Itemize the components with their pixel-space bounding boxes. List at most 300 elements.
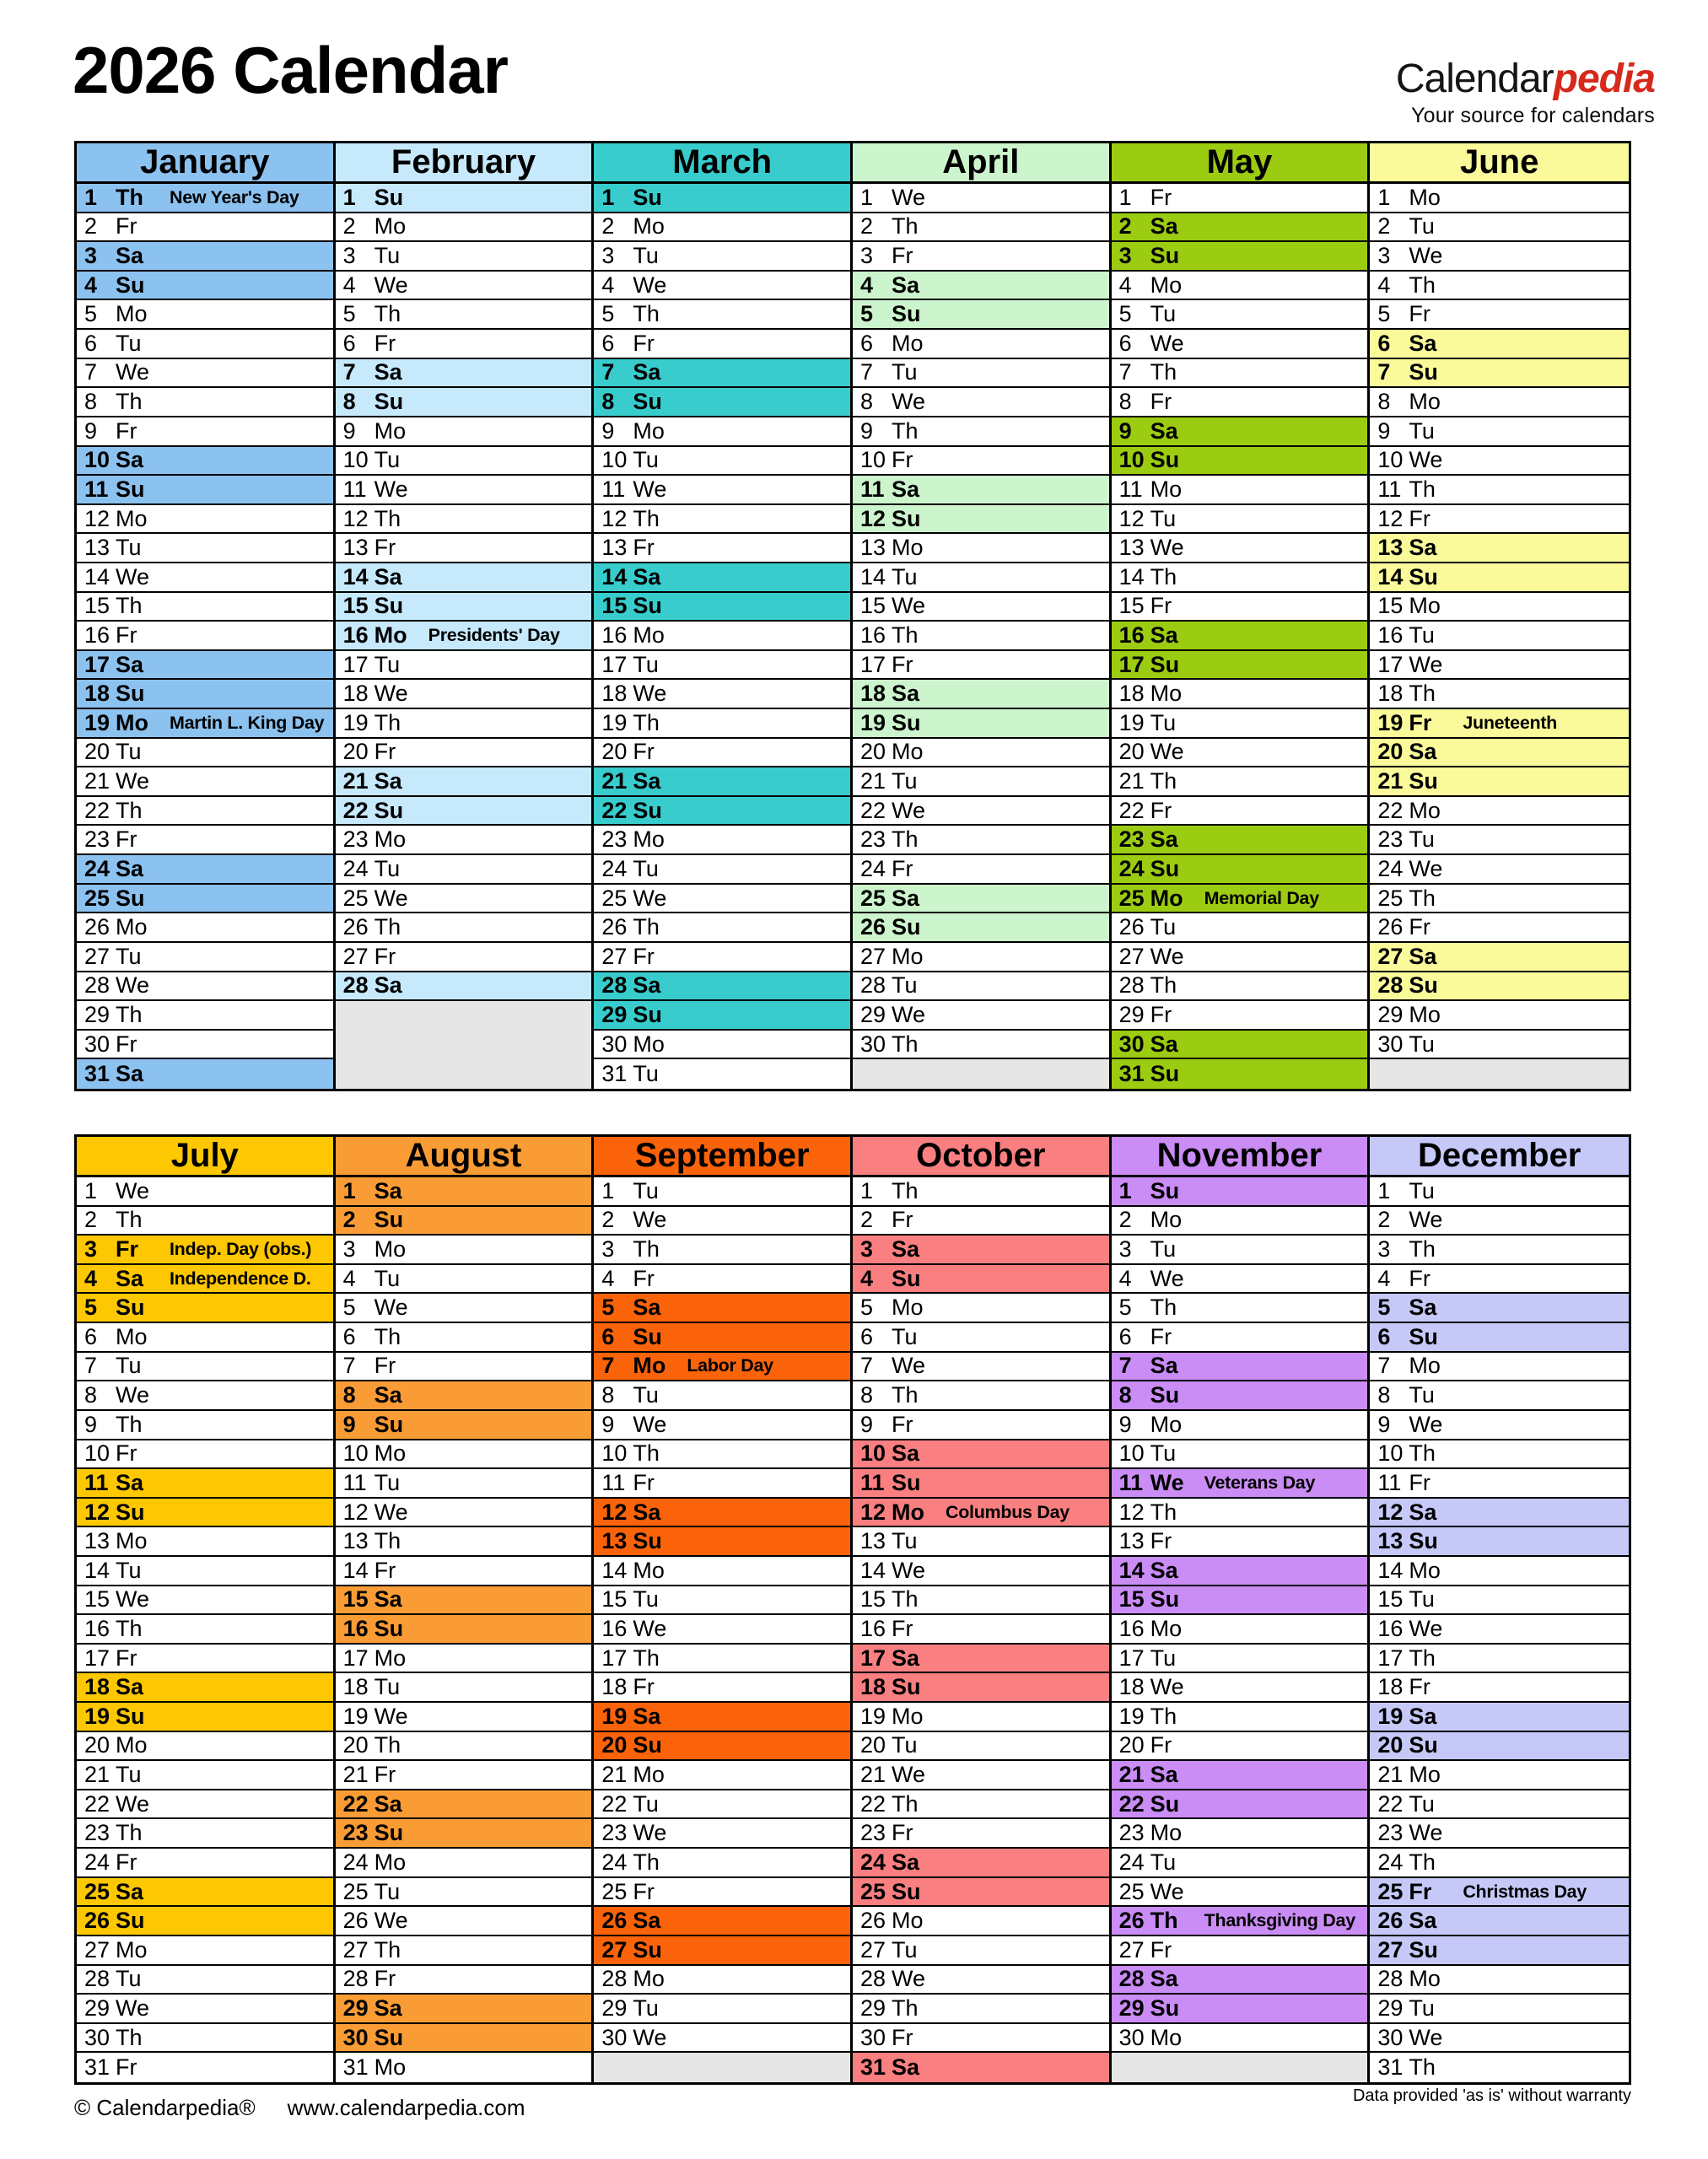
weekday-abbrev: Tu	[1409, 213, 1435, 240]
day-number: 3	[1118, 1236, 1132, 1263]
day-october-31	[853, 2053, 1109, 2082]
day-number: 25	[601, 885, 628, 911]
day-november-16	[1112, 1615, 1368, 1645]
day-april-2	[853, 213, 1109, 243]
day-november-3	[1112, 1236, 1368, 1265]
day-number: 11	[1118, 476, 1143, 502]
day-number: 20	[342, 1732, 369, 1758]
weekday-abbrev: Su	[633, 593, 662, 619]
day-september-30	[594, 2024, 850, 2054]
weekday-abbrev: Th	[116, 184, 143, 210]
days-grid-february	[336, 184, 592, 1089]
day-august-1	[336, 1177, 592, 1207]
day-number: 26	[1377, 914, 1404, 940]
day-july-12	[77, 1499, 333, 1528]
weekday-abbrev: Fr	[633, 1469, 655, 1495]
day-november-6	[1112, 1323, 1368, 1353]
weekday-abbrev: Su	[116, 1499, 145, 1525]
day-june-10	[1370, 447, 1629, 476]
day-august-8	[336, 1381, 592, 1411]
weekday-abbrev: Fr	[1409, 1674, 1431, 1700]
weekday-abbrev: Tu	[633, 447, 659, 473]
day-february-4	[336, 272, 592, 301]
weekday-abbrev: Fr	[633, 943, 655, 969]
weekday-abbrev: Sa	[891, 272, 920, 298]
day-number: 14	[601, 1557, 628, 1583]
day-april-30	[853, 1031, 1109, 1060]
day-june-30	[1370, 1031, 1629, 1060]
day-number: 4	[342, 1265, 356, 1291]
weekday-abbrev: Tu	[374, 1674, 401, 1700]
day-april-9	[853, 417, 1109, 447]
weekday-abbrev: Fr	[116, 1849, 137, 1875]
day-july-20	[77, 1732, 333, 1762]
day-june-18	[1370, 680, 1629, 709]
day-number: 17	[84, 651, 110, 677]
weekday-abbrev: Th	[1409, 272, 1436, 298]
weekday-abbrev: We	[1150, 1878, 1184, 1904]
day-november-1	[1112, 1177, 1368, 1207]
day-august-13	[336, 1527, 592, 1557]
day-june-19	[1370, 709, 1629, 739]
month-header-november: November	[1112, 1137, 1368, 1177]
weekday-abbrev: Mo	[891, 1499, 924, 1525]
day-number: 11	[859, 1469, 885, 1495]
weekday-abbrev: Su	[891, 1469, 921, 1495]
day-september-26	[594, 1907, 850, 1936]
weekday-abbrev: Th	[374, 1732, 401, 1758]
day-april-29	[853, 1001, 1109, 1031]
day-number: 6	[342, 330, 356, 356]
day-number: 29	[859, 1995, 886, 2021]
day-april-28	[853, 972, 1109, 1002]
holiday-label: Martin L. King Day	[170, 712, 325, 733]
day-september-11	[594, 1469, 850, 1499]
weekday-abbrev: Sa	[1409, 943, 1437, 969]
day-number: 18	[1118, 681, 1145, 707]
day-number: 22	[859, 797, 886, 823]
day-september-1	[594, 1177, 850, 1207]
day-march-17	[594, 651, 850, 681]
day-july-29	[77, 1995, 333, 2024]
day-number: 21	[1377, 1762, 1404, 1788]
day-november-22	[1112, 1790, 1368, 1820]
day-march-31	[594, 1059, 850, 1089]
weekday-abbrev: Mo	[1150, 1207, 1183, 1233]
day-number: 4	[84, 272, 98, 298]
day-august-4	[336, 1265, 592, 1295]
day-december-31	[1370, 2053, 1629, 2082]
day-number: 9	[859, 417, 874, 444]
day-number: 21	[342, 1762, 369, 1788]
day-february-24	[336, 855, 592, 885]
day-may-1	[1112, 184, 1368, 213]
weekday-abbrev: Sa	[374, 1382, 402, 1408]
website-link[interactable]: www.calendarpedia.com	[287, 2095, 525, 2120]
day-number: 19	[601, 709, 628, 735]
weekday-abbrev: Sa	[374, 972, 402, 999]
weekday-abbrev: Th	[633, 709, 660, 735]
day-number: 17	[1377, 651, 1404, 677]
weekday-abbrev: Su	[1150, 1586, 1180, 1613]
day-number: 22	[84, 1790, 110, 1817]
weekday-abbrev: Th	[1409, 1849, 1436, 1875]
weekday-abbrev: Sa	[633, 768, 661, 794]
day-october-26	[853, 1907, 1109, 1936]
day-number: 19	[1377, 709, 1404, 735]
day-august-5	[336, 1294, 592, 1323]
day-may-3	[1112, 242, 1368, 272]
day-number: 4	[859, 1265, 874, 1291]
weekday-abbrev: We	[1409, 243, 1443, 269]
day-number: 31	[84, 1061, 110, 1087]
weekday-abbrev: Mo	[1150, 1411, 1183, 1437]
weekday-abbrev: Fr	[891, 243, 913, 269]
weekday-abbrev: Mo	[374, 1236, 407, 1263]
day-november-20	[1112, 1732, 1368, 1762]
day-february-11	[336, 476, 592, 505]
day-may-26	[1112, 913, 1368, 943]
weekday-abbrev: Fr	[633, 1265, 655, 1291]
day-number: 9	[1118, 417, 1132, 444]
day-november-18	[1112, 1673, 1368, 1703]
weekday-abbrev: We	[1150, 535, 1184, 561]
weekday-abbrev: Fr	[891, 1820, 913, 1846]
day-number: 7	[859, 359, 874, 385]
day-june-26	[1370, 913, 1629, 943]
day-march-5	[594, 300, 850, 330]
month-column-may	[1112, 143, 1371, 1089]
day-november-30	[1112, 2024, 1368, 2054]
weekday-abbrev: Th	[374, 1936, 401, 1962]
weekday-abbrev: Su	[1150, 855, 1180, 881]
day-november-26	[1112, 1907, 1368, 1936]
day-september-25	[594, 1878, 850, 1908]
day-april-10	[853, 447, 1109, 476]
day-number: 9	[84, 1411, 98, 1437]
weekday-abbrev: Th	[116, 1207, 143, 1233]
day-number: 17	[342, 651, 369, 677]
day-number: 21	[859, 1762, 886, 1788]
day-january-18	[77, 680, 333, 709]
day-number: 12	[1377, 1499, 1404, 1525]
weekday-abbrev: Mo	[1150, 2024, 1183, 2050]
day-number: 23	[601, 826, 628, 853]
day-march-3	[594, 242, 850, 272]
weekday-abbrev: Sa	[891, 681, 920, 707]
weekday-abbrev: Tu	[116, 943, 142, 969]
weekday-abbrev: We	[116, 972, 150, 999]
day-number: 8	[859, 389, 874, 415]
weekday-abbrev: Su	[891, 1265, 921, 1291]
weekday-abbrev: We	[633, 1615, 667, 1641]
weekday-abbrev: Mo	[1150, 1820, 1183, 1846]
weekday-abbrev: Sa	[116, 1878, 144, 1904]
weekday-abbrev: Th	[1150, 1295, 1177, 1321]
weekday-abbrev: We	[374, 885, 408, 911]
day-number: 15	[1377, 1586, 1404, 1613]
day-september-15	[594, 1586, 850, 1616]
day-number: 10	[1377, 1440, 1404, 1467]
logo-text-calendar: Calendar	[1395, 57, 1554, 101]
weekday-abbrev: Th	[116, 1615, 143, 1641]
weekday-abbrev: Su	[1409, 972, 1438, 999]
weekday-abbrev: We	[633, 476, 667, 502]
weekday-abbrev: Su	[374, 1820, 404, 1846]
day-july-8	[77, 1381, 333, 1411]
day-october-7	[853, 1353, 1109, 1382]
weekday-abbrev: We	[374, 1295, 408, 1321]
day-number: 14	[859, 563, 886, 590]
day-september-8	[594, 1381, 850, 1411]
weekday-abbrev: Su	[374, 389, 404, 415]
weekday-abbrev: Sa	[891, 2054, 920, 2081]
day-may-17	[1112, 651, 1368, 681]
day-april-26	[853, 913, 1109, 943]
day-september-12	[594, 1499, 850, 1528]
weekday-abbrev: Fr	[891, 1411, 913, 1437]
day-number: 17	[342, 1645, 369, 1671]
day-number: 5	[1377, 1295, 1391, 1321]
day-march-21	[594, 767, 850, 797]
day-january-26	[77, 913, 333, 943]
weekday-abbrev: We	[116, 563, 150, 590]
day-number: 26	[859, 914, 886, 940]
day-december-13	[1370, 1527, 1629, 1557]
weekday-abbrev: Fr	[1150, 1001, 1172, 1027]
day-number: 5	[342, 301, 356, 327]
day-number: 18	[84, 1674, 110, 1700]
day-september-29	[594, 1995, 850, 2024]
day-number: 23	[1118, 826, 1145, 853]
weekday-abbrev: Su	[1150, 651, 1180, 677]
weekday-abbrev: Tu	[116, 1353, 142, 1379]
day-number: 20	[1377, 1732, 1404, 1758]
day-number: 10	[1118, 447, 1145, 473]
day-number: 21	[601, 768, 628, 794]
weekday-abbrev: Su	[633, 184, 662, 210]
month-column-september	[594, 1137, 853, 2082]
day-january-16	[77, 622, 333, 651]
day-number: 14	[84, 1557, 110, 1583]
day-june-25	[1370, 885, 1629, 914]
day-november-24	[1112, 1849, 1368, 1878]
day-december-21	[1370, 1761, 1629, 1790]
day-november-23	[1112, 1819, 1368, 1849]
weekday-abbrev: Sa	[1150, 1762, 1178, 1788]
copyright-text: © Calendarpedia®	[74, 2095, 256, 2120]
weekday-abbrev: Tu	[633, 1586, 659, 1613]
day-june-14	[1370, 563, 1629, 593]
day-number: 4	[601, 272, 615, 298]
weekday-abbrev: Sa	[1150, 826, 1178, 853]
day-number: 22	[84, 797, 110, 823]
day-number: 23	[601, 1820, 628, 1846]
day-number: 18	[1377, 681, 1404, 707]
day-november-2	[1112, 1207, 1368, 1236]
weekday-abbrev: Tu	[633, 1382, 659, 1408]
day-number: 13	[84, 1528, 110, 1554]
weekday-abbrev: Mo	[1409, 593, 1441, 619]
day-october-17	[853, 1645, 1109, 1674]
weekday-abbrev: Fr	[891, 1615, 913, 1641]
day-january-1	[77, 184, 333, 213]
day-january-31	[77, 1059, 333, 1089]
day-may-5	[1112, 300, 1368, 330]
day-number: 22	[1118, 797, 1145, 823]
day-october-22	[853, 1790, 1109, 1820]
weekday-abbrev: Sa	[116, 1265, 144, 1291]
day-august-6	[336, 1323, 592, 1353]
weekday-abbrev: Mo	[1409, 1966, 1441, 1992]
weekday-abbrev: Tu	[891, 1528, 918, 1554]
day-number: 2	[601, 213, 615, 240]
day-february-13	[336, 534, 592, 563]
day-number: 30	[859, 1031, 886, 1057]
weekday-abbrev: Su	[891, 709, 921, 735]
weekday-abbrev: Fr	[891, 2024, 913, 2050]
month-column-february	[336, 143, 595, 1089]
day-march-26	[594, 913, 850, 943]
day-january-25	[77, 885, 333, 914]
weekday-abbrev: Th	[1150, 1703, 1177, 1729]
day-november-19	[1112, 1703, 1368, 1732]
weekday-abbrev: Tu	[374, 447, 401, 473]
day-november-13	[1112, 1527, 1368, 1557]
day-june-22	[1370, 797, 1629, 826]
day-december-8	[1370, 1381, 1629, 1411]
day-november-5	[1112, 1294, 1368, 1323]
day-number: 20	[859, 1732, 886, 1758]
day-number: 10	[601, 447, 628, 473]
weekday-abbrev: Th	[891, 1031, 919, 1057]
weekday-abbrev: Sa	[374, 1790, 402, 1817]
weekday-abbrev: Fr	[1150, 797, 1172, 823]
weekday-abbrev: Mo	[891, 330, 924, 356]
day-august-10	[336, 1440, 592, 1470]
day-number: 2	[859, 1207, 874, 1233]
calendarpedia-logo[interactable]	[1396, 59, 1655, 127]
weekday-abbrev: Fr	[633, 330, 655, 356]
day-number: 12	[342, 505, 369, 531]
day-number: 28	[859, 1966, 886, 1992]
day-number: 8	[84, 389, 98, 415]
day-number: 7	[1377, 359, 1391, 385]
day-october-15	[853, 1586, 1109, 1616]
weekday-abbrev: We	[374, 272, 408, 298]
day-number: 24	[1377, 855, 1404, 881]
day-number: 15	[1118, 593, 1145, 619]
weekday-abbrev: Fr	[116, 1031, 137, 1057]
weekday-abbrev: Sa	[374, 768, 402, 794]
day-number: 7	[84, 359, 98, 385]
day-number: 17	[859, 1645, 886, 1671]
day-october-30	[853, 2024, 1109, 2054]
weekday-abbrev: Mo	[633, 417, 665, 444]
day-number: 29	[1118, 1995, 1145, 2021]
day-august-12	[336, 1499, 592, 1528]
weekday-abbrev: Mo	[116, 505, 148, 531]
month-column-august	[336, 1137, 595, 2082]
day-number: 13	[1377, 535, 1404, 561]
day-number: 17	[1118, 1645, 1145, 1671]
day-number: 18	[601, 681, 628, 707]
day-number: 6	[1377, 330, 1391, 356]
weekday-abbrev: Su	[374, 1615, 404, 1641]
day-number: 7	[601, 1353, 615, 1379]
holiday-label: Christmas Day	[1463, 1881, 1587, 1902]
weekday-abbrev: We	[116, 1177, 150, 1203]
weekday-abbrev: Mo	[116, 1732, 148, 1758]
day-march-15	[594, 593, 850, 622]
day-february-28	[336, 972, 592, 1002]
day-number: 21	[84, 1762, 110, 1788]
day-march-19	[594, 709, 850, 739]
weekday-abbrev: Su	[1409, 768, 1438, 794]
day-january-28	[77, 972, 333, 1002]
day-number: 29	[601, 1995, 628, 2021]
day-july-17	[77, 1645, 333, 1674]
day-number: 11	[601, 1469, 626, 1495]
weekday-abbrev: Mo	[116, 914, 148, 940]
day-number: 12	[601, 505, 628, 531]
day-number: 16	[601, 622, 628, 648]
day-january-4	[77, 272, 333, 301]
day-number: 10	[84, 447, 110, 473]
weekday-abbrev: Sa	[1409, 1499, 1437, 1525]
weekday-abbrev: Th	[891, 1995, 919, 2021]
weekday-abbrev: Tu	[891, 972, 918, 999]
day-june-5	[1370, 300, 1629, 330]
weekday-abbrev: Su	[116, 476, 145, 502]
weekday-abbrev: Su	[1409, 1732, 1438, 1758]
weekday-abbrev: Sa	[1409, 1703, 1437, 1729]
day-february-22	[336, 797, 592, 826]
weekday-abbrev: Sa	[633, 972, 661, 999]
weekday-abbrev: Fr	[1150, 184, 1172, 210]
day-number: 24	[601, 855, 628, 881]
day-july-5	[77, 1294, 333, 1323]
day-number: 6	[601, 330, 615, 356]
day-september-19	[594, 1703, 850, 1732]
day-october-16	[853, 1615, 1109, 1645]
day-october-21	[853, 1761, 1109, 1790]
day-august-27	[336, 1936, 592, 1966]
weekday-abbrev: Th	[116, 1001, 143, 1027]
day-number: 26	[1118, 1908, 1145, 1934]
day-november-10	[1112, 1440, 1368, 1470]
day-october-18	[853, 1673, 1109, 1703]
day-number: 26	[342, 914, 369, 940]
weekday-abbrev: Tu	[891, 1323, 918, 1349]
weekday-abbrev: Mo	[1150, 476, 1183, 502]
weekday-abbrev: Mo	[633, 826, 665, 853]
weekday-abbrev: Th	[891, 826, 919, 853]
day-number: 27	[84, 943, 110, 969]
day-number: 3	[84, 1236, 98, 1263]
weekday-abbrev: Su	[116, 1908, 145, 1934]
month-header-april: April	[853, 143, 1109, 184]
weekday-abbrev: Mo	[891, 1703, 924, 1729]
day-number: 11	[859, 476, 885, 502]
day-april-15	[853, 593, 1109, 622]
day-number: 22	[1377, 797, 1404, 823]
weekday-abbrev: Mo	[1409, 1762, 1441, 1788]
day-number: 5	[1377, 301, 1391, 327]
day-number: 5	[859, 1295, 874, 1321]
day-number: 3	[342, 243, 356, 269]
day-number: 15	[342, 1586, 369, 1613]
